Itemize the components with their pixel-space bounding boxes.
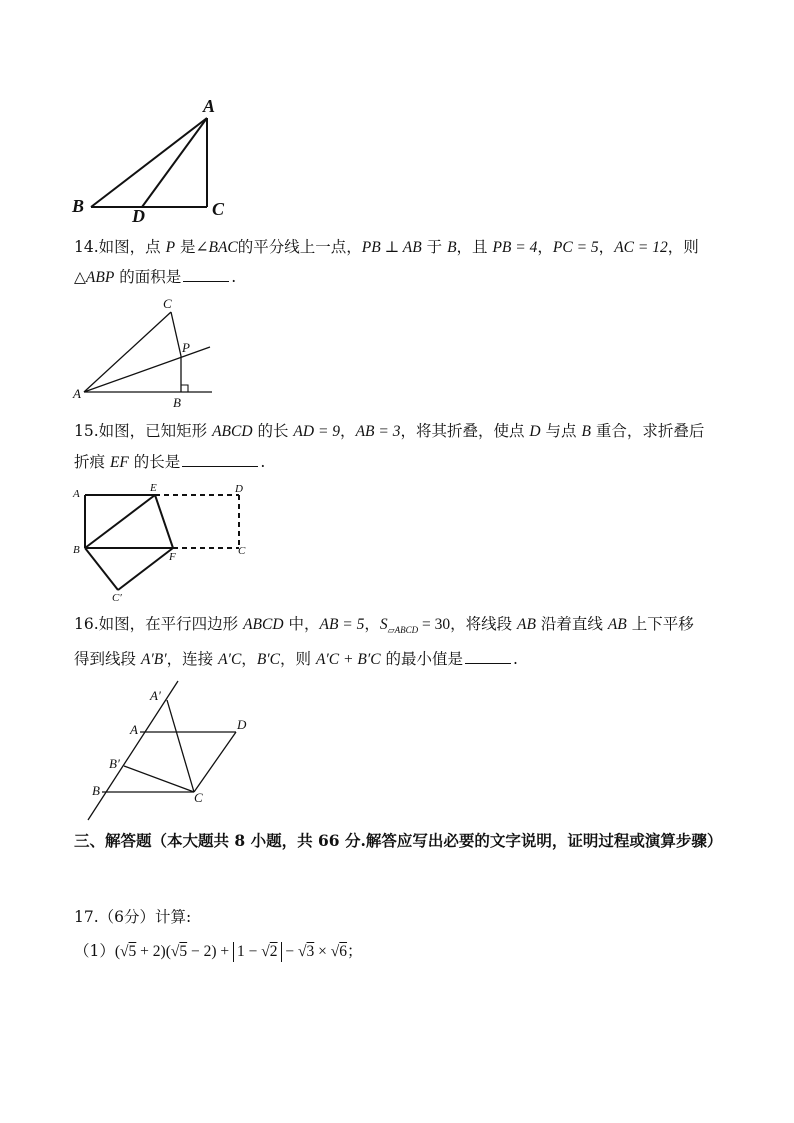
fig16-line-AB-extended (88, 681, 178, 820)
fig16-label-Ap: A′ (150, 688, 161, 703)
figure-q14-svg (70, 296, 220, 408)
fig16-label-C: C (194, 790, 203, 805)
q15-text: 如图，已知矩形 (98, 422, 213, 440)
q15-answer-blank (182, 452, 258, 467)
fig14-line-AC (84, 312, 171, 392)
q17-math: + 2)(√ (136, 943, 180, 960)
q15-text: 与点 (540, 422, 582, 440)
q14-text: ，则 (667, 238, 699, 256)
q16-text: ， (241, 650, 257, 668)
q16-math: S (379, 616, 388, 633)
q14-answer-blank (183, 267, 229, 282)
fig14-label-P: P (182, 340, 190, 355)
fig15-label-E: E (150, 482, 157, 494)
q16-number: 16. (74, 615, 99, 633)
q15-text: ，将其折叠，使点 (400, 422, 530, 440)
fig16-label-B: B (92, 783, 100, 798)
q16-math: B′C (256, 651, 281, 668)
fig16-line-ApC (167, 700, 194, 792)
q17-math: × √ (314, 943, 340, 960)
q15-math: EF (109, 454, 129, 471)
q16-line1 (74, 613, 694, 641)
q15-math: AB = 3 (355, 423, 401, 440)
q16-math-subscript: ▱ABCD (387, 625, 419, 636)
figure-q16-svg (80, 680, 260, 822)
q17-math: 1 − √ (237, 943, 270, 960)
q15-math: ABCD (212, 423, 253, 440)
fig16-label-Bp: B′ (109, 756, 120, 771)
q16-text: ，连接 (166, 650, 219, 668)
q14-math: AC = 12 (614, 239, 668, 256)
q14-text: . (231, 268, 237, 286)
q16-text: 得到线段 (74, 650, 141, 668)
q14-math: PC = 5 (552, 239, 599, 256)
q17-part1-label: （1） (74, 942, 115, 960)
fig14-right-angle-mark (181, 385, 188, 392)
fig13-label-A: A (203, 96, 216, 116)
q14-math: ABP (85, 269, 115, 286)
q16-math: A′B′ (140, 651, 167, 668)
q15-text: 折痕 (74, 453, 110, 471)
q16-math: A′C (218, 651, 242, 668)
q17-math-radicand: 3 (306, 943, 315, 960)
q15-math: D (529, 423, 541, 440)
q17-part1 (74, 940, 363, 963)
fig15-label-F: F (169, 551, 176, 563)
q15-text: ， (340, 422, 356, 440)
fig16-label-D: D (237, 717, 247, 732)
fig15-label-A: A (73, 488, 80, 500)
fig15-label-Cp: C′ (112, 592, 122, 604)
q15-line2 (74, 451, 265, 474)
fig13-label-D: D (132, 206, 145, 226)
q16-text: ， (364, 615, 380, 633)
q15-math: AD = 9 (293, 423, 341, 440)
q14-text: 的面积是 (114, 268, 182, 286)
q17-absolute-value (233, 942, 282, 962)
fig15-label-B: B (73, 544, 80, 556)
fig13-label-C: C (212, 199, 225, 219)
figure-q15-svg (70, 482, 260, 604)
q15-text: . (260, 453, 266, 471)
q14-math: PB ⊥ AB (361, 239, 422, 256)
q16-math: = 30 (418, 616, 451, 633)
q14-math: P (165, 239, 176, 256)
fig15-line-BE (85, 495, 155, 548)
q16-math: A′C + B′C (315, 651, 381, 668)
q17-math-radicand: 6 (339, 943, 348, 960)
section-3-heading: 三、解答题（本大题共 8 小题，共 66 分.解答应写出必要的文字说明，证明过程或演算步骤） (74, 831, 723, 850)
q14-line2 (74, 266, 236, 289)
q16-text: 如图，在平行四边形 (98, 615, 244, 633)
figure-q14 (70, 296, 220, 408)
fig16-label-A: A (130, 722, 138, 737)
q16-text: 上下平移 (626, 615, 694, 633)
q14-text: 是∠ (175, 238, 209, 256)
q17-math-radicand: 2 (269, 943, 278, 960)
figure-q13 (66, 96, 236, 226)
q14-text: ， (537, 238, 553, 256)
q14-math: BAC (208, 239, 238, 256)
q14-text: △ (74, 268, 86, 286)
fig15-label-C: C (238, 545, 246, 557)
q14-line1 (74, 236, 699, 259)
q14-text: ，且 (456, 238, 493, 256)
q14-text: ， (598, 238, 615, 256)
q14-text: 如图，点 (98, 238, 166, 256)
q16-math: AB = 5 (319, 616, 365, 633)
q15-text: 重合，求折叠后 (590, 422, 705, 440)
q16-line2 (74, 648, 518, 671)
fig15-label-D: D (235, 483, 243, 495)
q17-title: 17.（6分）计算: (74, 908, 192, 926)
q17-math-radicand: 5 (128, 943, 137, 960)
q16-text: 沿着直线 (535, 615, 608, 633)
q14-number: 14. (74, 238, 99, 256)
q15-line1 (74, 420, 704, 443)
q17-math: − √ (281, 943, 307, 960)
figure-q13-svg (66, 96, 236, 226)
q14-text: 于 (421, 238, 448, 256)
q14-math: PB = 4 (492, 239, 538, 256)
q16-text: ，将线段 (450, 615, 518, 633)
q16-text: ，则 (280, 650, 316, 668)
figure-q15 (70, 482, 260, 604)
q16-math: AB (517, 616, 536, 633)
q15-text: 的长 (252, 422, 294, 440)
q17-text: ； (347, 942, 363, 960)
q16-text: 中， (283, 615, 320, 633)
q15-number: 15. (74, 422, 99, 440)
fig13-line-AB (91, 118, 207, 207)
fig13-line-AD (142, 118, 207, 207)
fig14-label-B: B (173, 395, 181, 410)
fig14-line-bisector (84, 347, 210, 392)
fig15-line-EF (155, 495, 173, 548)
q15-math: B (581, 423, 591, 440)
fig15-line-BCp (85, 548, 118, 590)
q17-math: (√ (114, 943, 129, 960)
fig14-line-CP (171, 312, 181, 356)
q14-math: B (447, 239, 457, 256)
q16-math: ABCD (243, 616, 284, 633)
q17-math-radicand: 5 (179, 943, 188, 960)
q16-answer-blank (465, 649, 511, 664)
q14-text: 的平分线上一点， (237, 238, 362, 256)
fig16-line-BpC (124, 766, 194, 792)
q15-text: 的长是 (128, 453, 181, 471)
fig15-line-CpF (118, 548, 173, 590)
q16-math: AB (607, 616, 627, 633)
q16-text: 的最小值是 (380, 650, 463, 668)
figure-q16 (80, 680, 260, 822)
q16-text: . (513, 650, 518, 668)
fig16-line-DC (194, 732, 236, 792)
fig14-label-A: A (73, 386, 81, 401)
fig13-label-B: B (72, 196, 85, 216)
fig14-label-C: C (163, 296, 172, 311)
q17-math: − 2) + (187, 943, 234, 960)
